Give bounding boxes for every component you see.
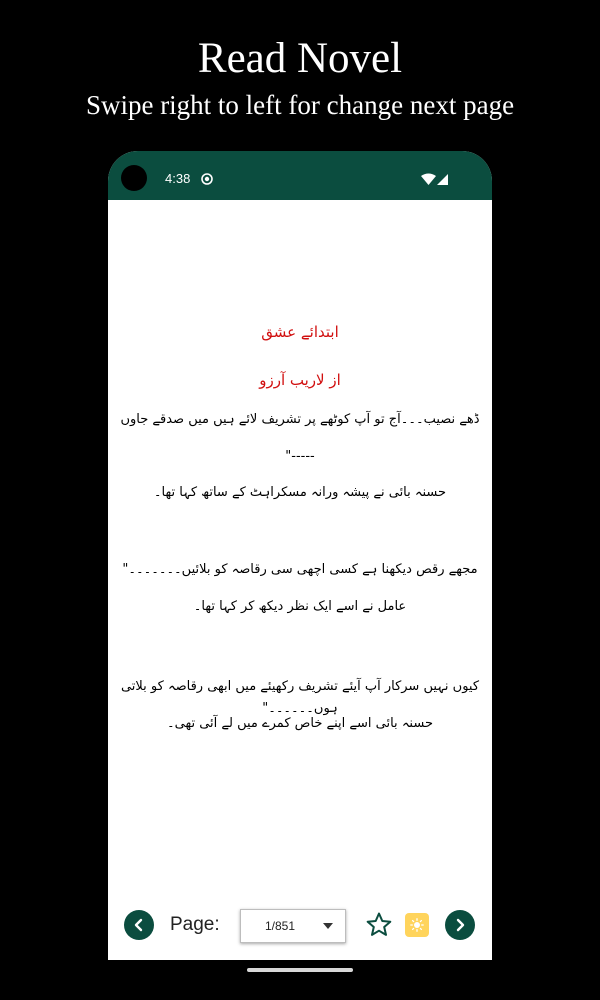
dropdown-arrow-icon bbox=[323, 923, 333, 929]
promo-subtitle: Swipe right to left for change next page bbox=[85, 90, 515, 120]
status-time: 4:38 bbox=[165, 171, 191, 186]
paragraph-text: حسنہ بائی نے پیشہ ورانہ مسکراہٹ کے ساتھ کہا تھا۔ bbox=[153, 485, 447, 500]
novel-page[interactable] bbox=[108, 200, 492, 900]
paragraph-text: کیوں نہیں سرکار آپ آیئے تشریف رکھیئے میں ابھی رقاصہ کو بلاتی ہوں۔۔۔۔۔۔" bbox=[120, 679, 480, 716]
signal-icon bbox=[437, 174, 448, 185]
chevron-right-icon bbox=[453, 918, 467, 932]
novel-title: ابتدائے عشق bbox=[261, 323, 339, 341]
page-selector-value: 1/851 bbox=[265, 919, 296, 933]
next-page-button[interactable] bbox=[445, 910, 475, 940]
phone-frame bbox=[108, 151, 492, 960]
theme-toggle-button[interactable] bbox=[405, 913, 429, 937]
page-label: Page: bbox=[170, 914, 220, 935]
paragraph-text: ڈھے نصیب۔۔۔آج تو آپ کوٹھے پر تشریف لائے ہیں میں صدقے جاوں bbox=[120, 412, 480, 427]
paragraph-text: عامل نے اسے ایک نظر دیکھ کر کہا تھا۔ bbox=[193, 599, 407, 614]
wifi-icon bbox=[421, 173, 436, 185]
previous-page-button[interactable] bbox=[124, 910, 154, 940]
page-selector[interactable] bbox=[240, 909, 346, 943]
paragraph-text: مجھے رقص دیکھنا ہے کسی اچھی سی رقاصہ کو بلائیں۔۔۔۔۔۔۔" bbox=[122, 562, 478, 577]
status-bar bbox=[108, 151, 492, 200]
sun-icon bbox=[410, 918, 424, 932]
chevron-left-icon bbox=[132, 918, 146, 932]
promo-title: Read Novel bbox=[197, 35, 403, 82]
favorite-star-icon[interactable] bbox=[365, 911, 393, 939]
paragraph-text: "----- bbox=[285, 449, 315, 464]
camera-cutout bbox=[121, 165, 147, 191]
page-navigation-bar bbox=[108, 900, 492, 960]
novel-author: از لاریب آرزو bbox=[259, 371, 341, 389]
paragraph-text: حسنہ بائی اسے اپنے خاص کمرے میں لے آئی تھی۔ bbox=[167, 716, 433, 731]
home-indicator[interactable] bbox=[247, 968, 353, 972]
notification-icon bbox=[201, 173, 213, 185]
